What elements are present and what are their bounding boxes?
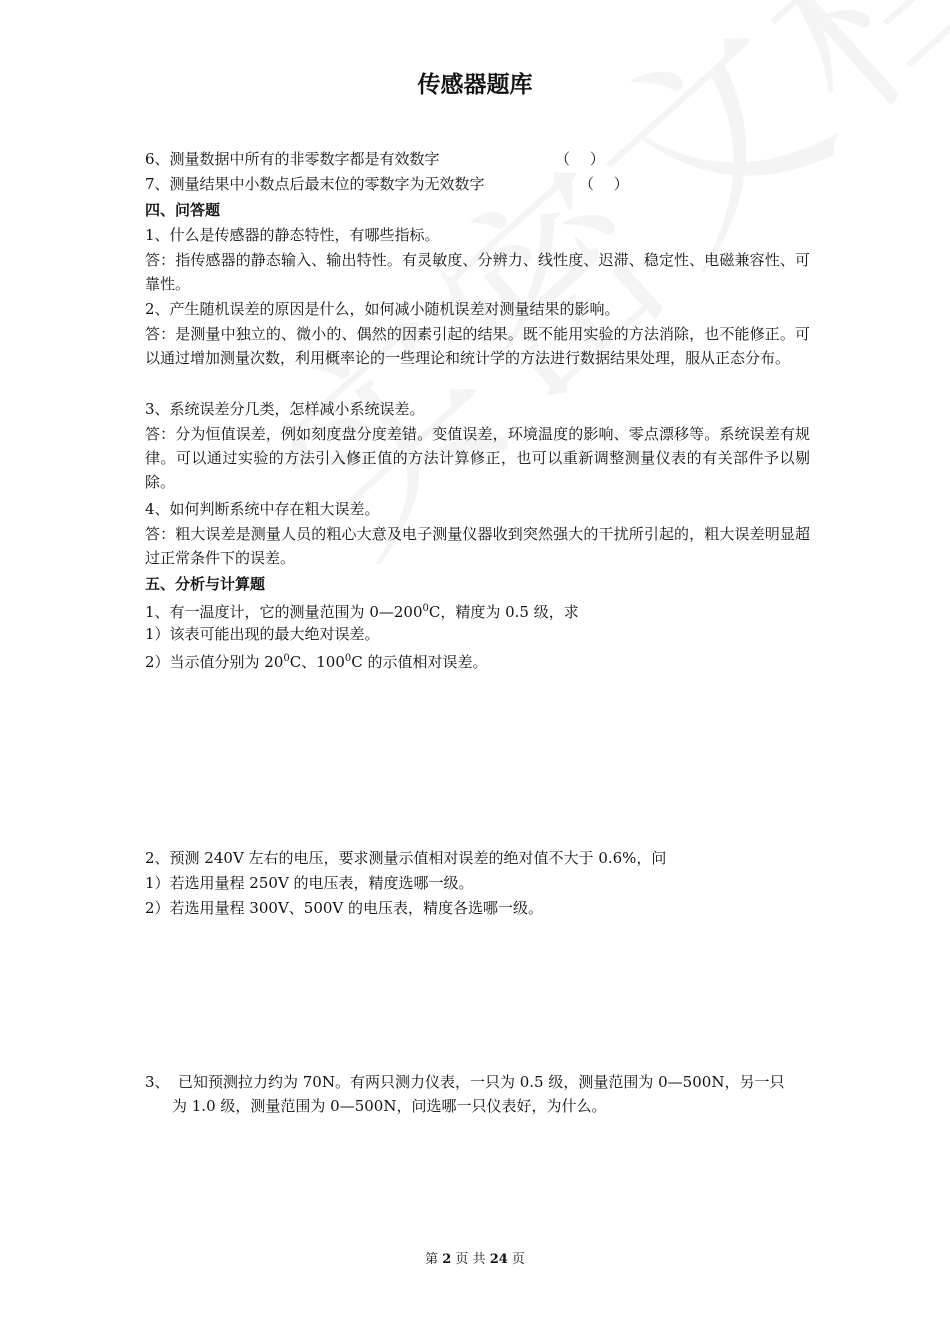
answer-1: 答：指传感器的静态输入、输出特性。有灵敏度、分辨力、线性度、迟滞、稳定性、电磁兼容性、可靠性。 — [145, 251, 810, 293]
section-heading: 五、分析与计算题 — [145, 575, 266, 593]
answer-2: 答：是测量中独立的、微小的、偶然的因素引起的结果。既不能用实验的方法消除，也不能修正。可以通过增加测量次数，利用概率论的一些理论和统计学的方法进行数据结果处理，服从正态分布。 — [145, 325, 810, 367]
problem-text: 2）当示值分别为 20 — [145, 653, 284, 671]
tf-item-7 — [145, 172, 810, 196]
problem-2-sub-1: 1）若选用量程 250V 的电压表，精度选哪一级。 — [145, 874, 474, 892]
superscript: 0 — [422, 603, 429, 614]
problem-text: C 的示值相对误差。 — [351, 653, 488, 671]
answer-3: 答：分为恒值误差，例如刻度盘分度差错。变值误差，环境温度的影响、零点漂移等。系统误差有规律。可以通过实验的方法引入修正值的方法计算修正，也可以重新调整测量仪表的有关部件予以剔除。 — [145, 425, 810, 491]
problem-2: 2、预测 240V 左右的电压，要求测量示值相对误差的绝对值不大于 0.6%，问 — [145, 849, 667, 867]
question-1: 1、什么是传感器的静态特性，有哪些指标。 — [145, 226, 440, 244]
section-heading: 四、问答题 — [145, 201, 221, 219]
answer-blank: （ ） — [579, 175, 629, 193]
page-number: 2 — [442, 1252, 452, 1267]
footer-text: 页 共 — [455, 1252, 486, 1267]
problem-2-sub-2: 2）若选用量程 300V、500V 的电压表，精度各选哪一级。 — [145, 899, 544, 917]
problem-text: C，精度为 0.5 级，求 — [428, 603, 579, 621]
problem-1-sub-2 — [145, 647, 810, 674]
page-total: 24 — [489, 1252, 508, 1267]
answer-4: 答：粗大误差是测量人员的粗心大意及电子测量仪器收到突然强大的干扰所引起的，粗大误差明显超过正常条件下的误差。 — [145, 525, 810, 567]
question-4: 4、如何判断系统中存在粗大误差。 — [145, 500, 380, 518]
footer-text: 页 — [511, 1252, 525, 1267]
problem-number: 3、 — [145, 1073, 170, 1091]
problem-1-sub-1: 1）该表可能出现的最大绝对误差。 — [145, 625, 380, 643]
tf-item-6 — [145, 147, 810, 171]
problem-3 — [145, 1070, 810, 1118]
page-title: 传感器题库 — [417, 72, 533, 98]
problem-text: C、100 — [289, 653, 345, 671]
tf-item-text: 6、测量数据中所有的非零数字都是有效数字 — [145, 150, 440, 168]
problem-3-line-1: 已知预测拉力约为 70N。有两只测力仪表，一只为 0.5 级，测量范围为 0—500N，另一只 — [178, 1073, 785, 1091]
question-3: 3、系统误差分几类，怎样减小系统误差。 — [145, 400, 425, 418]
footer-text: 第 — [425, 1252, 439, 1267]
problem-text: 1、有一温度计，它的测量范围为 0—200 — [145, 603, 423, 621]
page-footer — [0, 1248, 950, 1267]
tf-item-text: 7、测量结果中小数点后最末位的零数字为无效数字 — [145, 175, 485, 193]
superscript: 0 — [344, 653, 352, 664]
answer-blank: （ ） — [555, 150, 605, 168]
problem-1 — [145, 597, 810, 624]
superscript: 0 — [283, 653, 290, 664]
problem-3-line-2: 为 1.0 级，测量范围为 0—500N，问选哪一只仪表好，为什么。 — [172, 1097, 607, 1115]
question-2: 2、产生随机误差的原因是什么，如何减小随机误差对测量结果的影响。 — [145, 300, 620, 318]
